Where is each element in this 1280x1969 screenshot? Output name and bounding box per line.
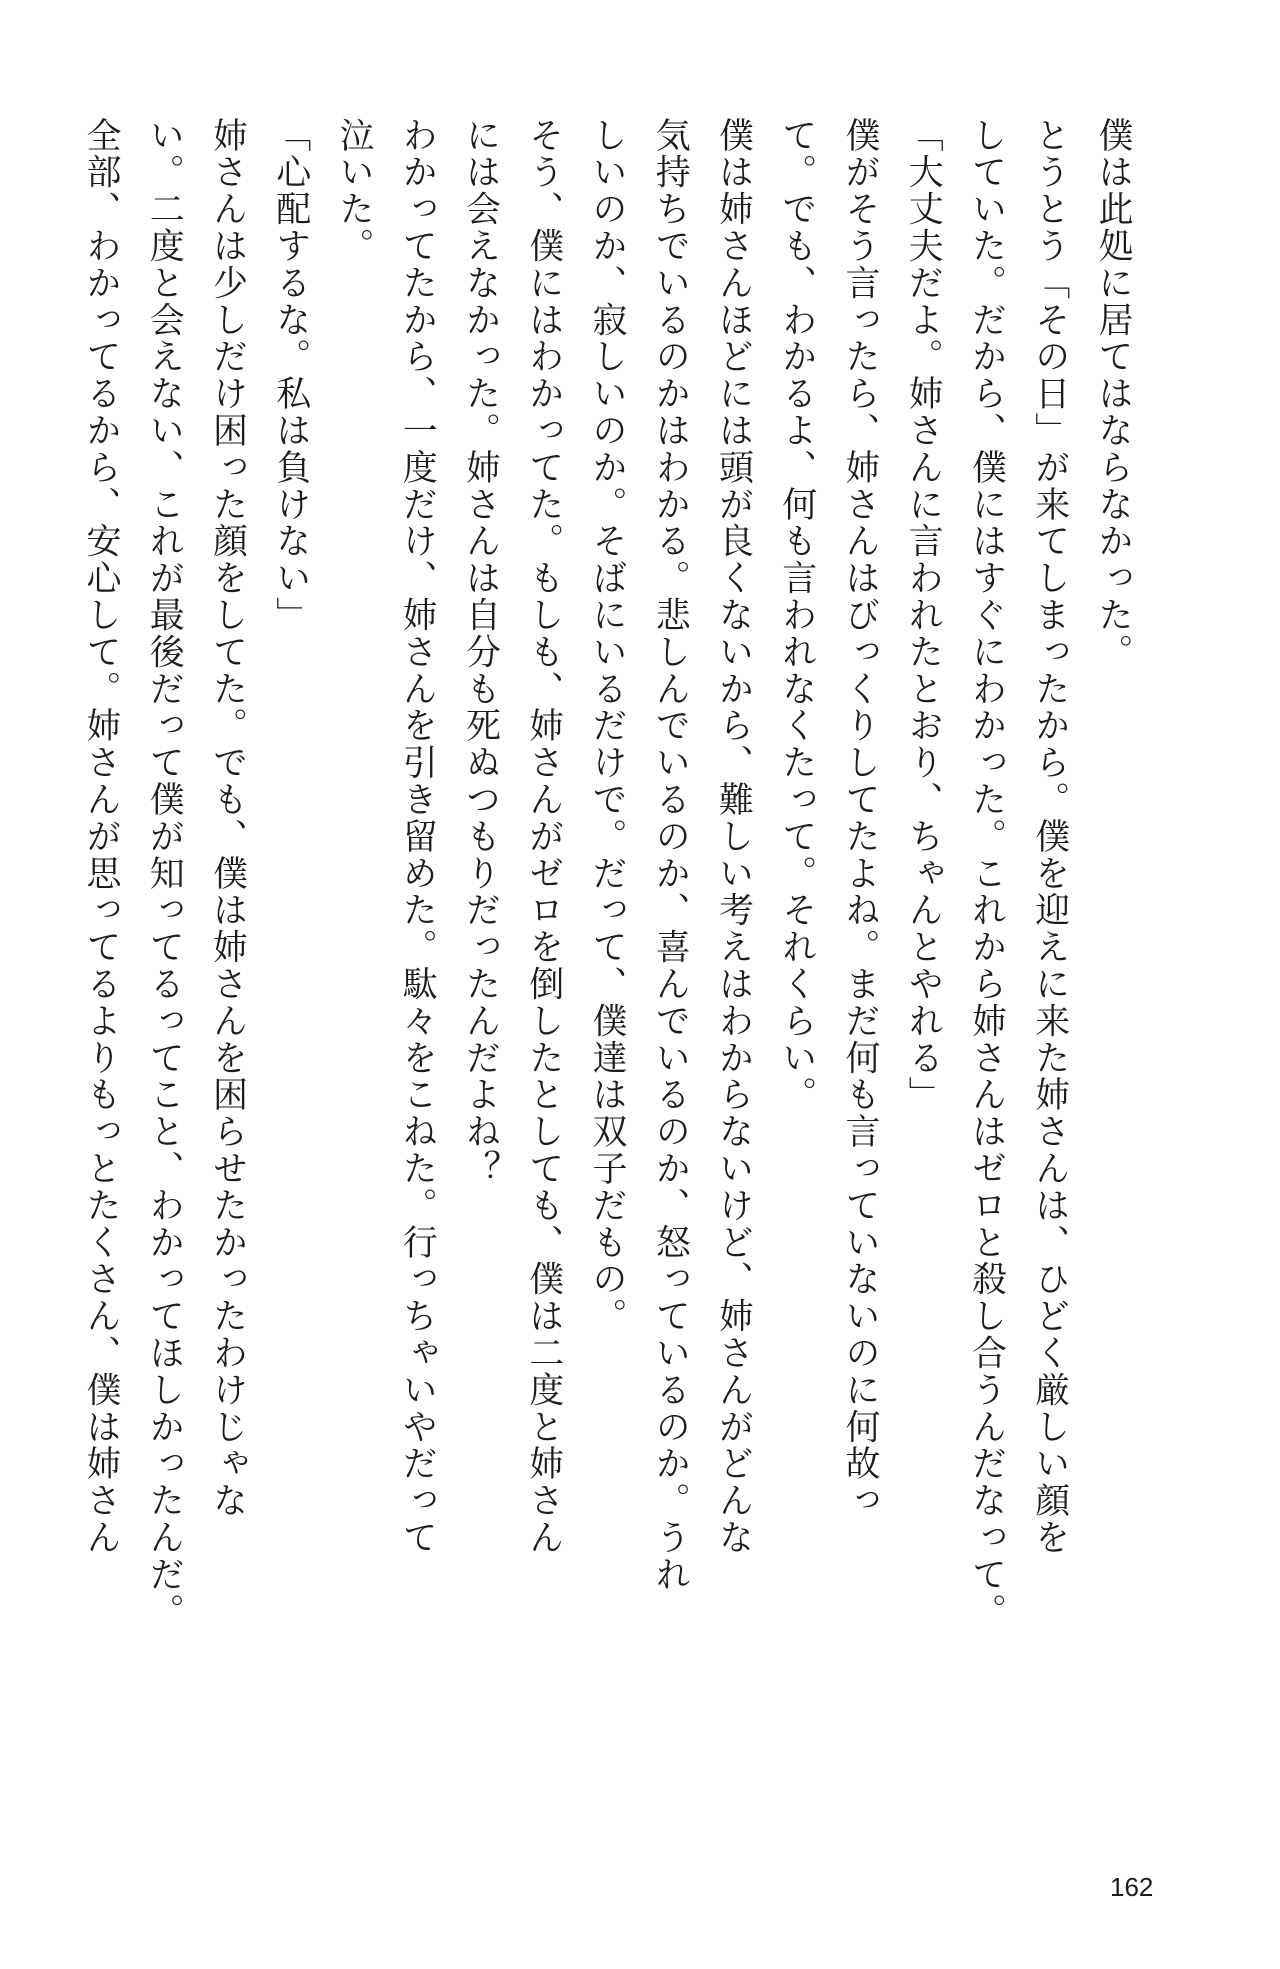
body-text [69,117,1144,1630]
text-line: わかってたから、一度だけ、姉さんを引き留めた。駄々をこねた。行っちゃいやだって [397,117,438,1557]
text-line: 気持ちでいるのかはわかる。悲しんでいるのか、喜んでいるのか、怒っているのか。うれ [650,117,691,1593]
text-line: て。でも、わかるよ、何も言われなくたって。それくらい。 [776,117,817,1114]
text-line: しいのか、寂しいのか。そばにいるだけで。だって、僕達は双子だもの。 [587,117,627,1335]
text-line: とうとう「その日」が来てしまったから。僕を迎えに来た姉さんは、ひどく厳しい顔を [1029,117,1070,1557]
text-line: 僕は姉さんほどには頭が良くないから、難しい考えはわからないけど、姉さんがどんな [713,117,754,1557]
text-line: 僕がそう言ったら、姉さんはびっくりしてたよね。まだ何も言っていないのに何故っ [840,117,880,1520]
text-line: 僕は此処に居てはならなかった。 [1093,117,1133,671]
text-line: そう、僕にはわかってた。もしも、姉さんがゼロを倒したとしても、僕は二度と姉さん [523,117,564,1557]
page-number: 162 [1110,1872,1154,1902]
text-line: していた。だから、僕にはすぐにわかった。これから姉さんはゼロと殺し合うんだなって。 [966,117,1007,1630]
text-line: 「心配するな。私は負けない」 [270,117,311,634]
text-line: 「大丈夫だよ。姉さんに言われたとおり、ちゃんとやれる」 [903,117,944,1114]
text-line: 泣いた。 [334,117,374,265]
text-line: 全部、わかってるから、安心して。姉さんが思ってるよりもっとたくさん、僕は姉さん [81,117,121,1557]
text-line: 姉さんは少しだけ困った顔をしてた。でも、僕は姉さんを困らせたかったわけじゃな [207,117,248,1520]
text-line: には会えなかった。姉さんは自分も死ぬつもりだったんだよね？ [460,117,501,1188]
text-line: い。二度と会えない、これが最後だって僕が知ってるってこと、わかってほしかったんだ。 [144,117,185,1630]
